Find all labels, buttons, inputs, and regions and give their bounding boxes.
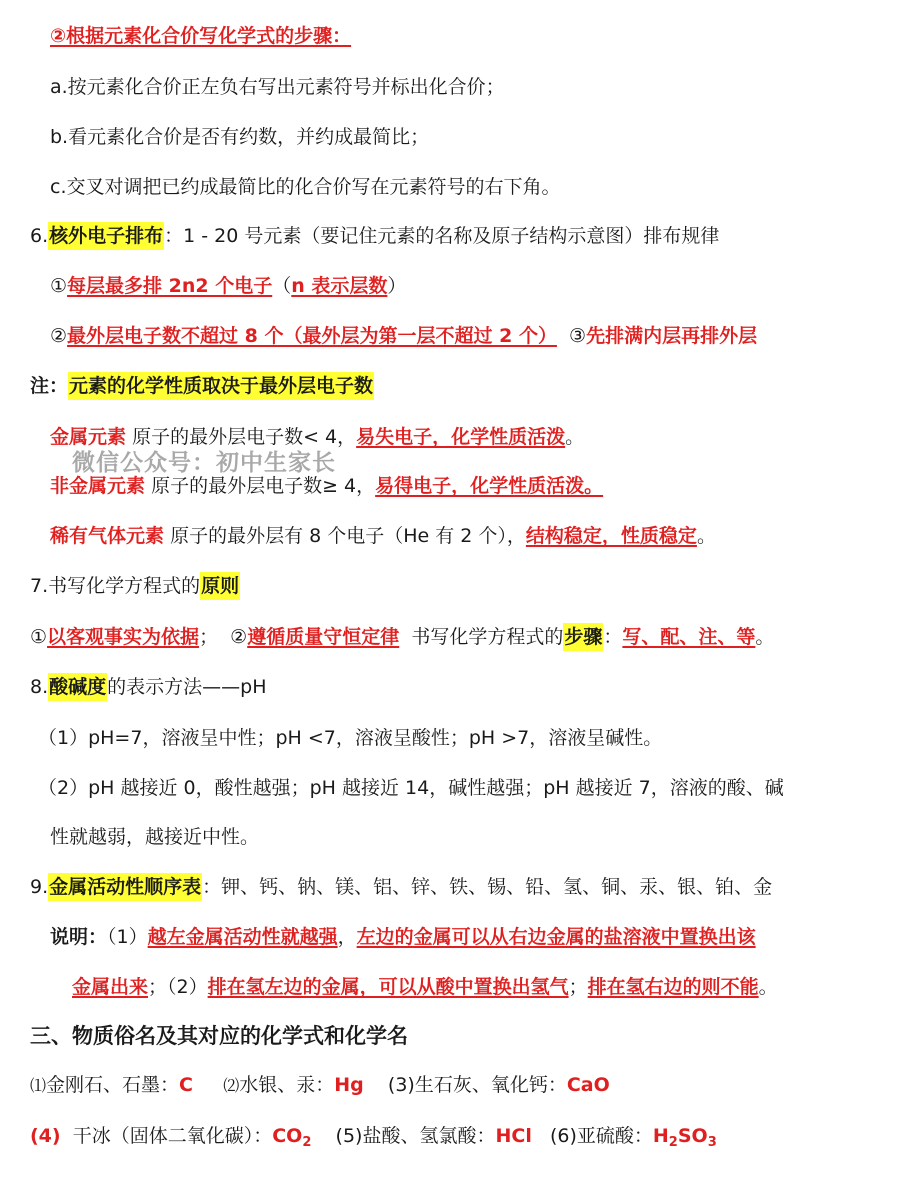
line-formula-steps-title xyxy=(50,22,351,50)
steps-list: 写、配、注、等 xyxy=(622,626,756,648)
rule-1-red-2: n 表示层数 xyxy=(291,275,388,297)
name-4-marker: (4) xyxy=(30,1125,61,1147)
rule-1-paren-close: ） xyxy=(387,275,407,297)
name-6-marker: (6) xyxy=(549,1125,577,1147)
ph-1-text: （1）pH=7，溶液呈中性；pH <7，溶液呈酸性；pH >7，溶液呈碱性。 xyxy=(38,727,663,749)
explanation-2-red-3: 排在氢右边的则不能 xyxy=(587,976,759,998)
line-rule-2-3 xyxy=(50,322,757,350)
name-6-text: 亚硫酸： xyxy=(576,1125,653,1147)
section-6-rest: ：1 - 20 号元素（要记住元素的名称及原子结构示意图）排布规律 xyxy=(164,225,720,247)
section-7-pre: 7.书写化学方程式的 xyxy=(30,575,201,597)
explanation-2-sep: ； xyxy=(568,976,588,998)
principle-1: 以客观事实为依据 xyxy=(47,626,200,648)
name-3-text: 生石灰、氧化钙： xyxy=(414,1074,567,1096)
formula-h2so3: $H_2SO_3$ xyxy=(652,1125,717,1150)
name-1-text: 金刚石、石墨： xyxy=(46,1074,180,1096)
line-names-2 xyxy=(30,1122,717,1150)
metal-desc: 原子的最外层电子数< 4， xyxy=(132,426,357,448)
step-b-text: b.看元素化合价是否有约数，并约成最简比； xyxy=(50,126,430,148)
name-4-text: 干冰（固体二氧化碳）： xyxy=(72,1125,273,1147)
section-9-highlight: 金属活动性顺序表 xyxy=(48,873,202,901)
principle-sep: ； xyxy=(199,626,219,648)
formula-co2: $CO_2$ xyxy=(272,1125,312,1150)
steps-colon: ： xyxy=(603,626,623,648)
line-section-9 xyxy=(30,873,772,901)
watermark: 微信公众号：初中生家长 xyxy=(72,450,336,476)
rule-2-red: 最外层电子数不超过 8 个（最外层为第一层不超过 2 个） xyxy=(67,325,557,347)
steps-pre: 书写化学方程式的 xyxy=(411,626,564,648)
ph-2-text: （2）pH 越接近 0，酸性越强；pH 越接近 14，碱性越强；pH 越接近 7，溶液的酸、碱 xyxy=(38,777,784,799)
line-section-7 xyxy=(30,572,240,600)
rule-1-marker: ① xyxy=(50,275,68,297)
rule-3-red: 先排满内层再排外层 xyxy=(586,325,758,347)
principle-2: 遵循质量守恒定律 xyxy=(247,626,400,648)
line-noble-gas xyxy=(50,522,716,550)
steps-highlight: 步骤 xyxy=(563,623,603,651)
note-highlight: 元素的化学性质取决于最外层电子数 xyxy=(68,372,374,400)
line-step-a xyxy=(50,73,505,101)
rule-1-paren-open: （ xyxy=(272,275,292,297)
rule-1-red: 每层最多排 2n2 个电子 xyxy=(67,275,273,297)
line-section-6 xyxy=(30,222,719,250)
line-ph-2-cont xyxy=(50,823,259,851)
name-2-text: 水银、汞： xyxy=(239,1074,335,1096)
nonmetal-label: 非金属元素 xyxy=(50,475,146,497)
noble-gas-label: 稀有气体元素 xyxy=(50,525,165,547)
note-prefix: 注： xyxy=(30,375,69,397)
line-rule-1 xyxy=(50,272,406,300)
line-nonmetal xyxy=(50,472,603,500)
explanation-1-sep: ， xyxy=(337,926,357,948)
principle-1-marker: ① xyxy=(30,626,48,648)
rule-3-marker: ③ xyxy=(569,325,587,347)
formula-cao: CaO xyxy=(566,1074,610,1096)
explanation-2-end: 。 xyxy=(758,976,778,998)
name-2-marker: ⑵ xyxy=(223,1076,240,1095)
line-step-c xyxy=(50,173,561,201)
nonmetal-desc: 原子的最外层电子数≥ 4， xyxy=(151,475,376,497)
line-ph-1 xyxy=(38,724,662,752)
formula-hcl: HCl xyxy=(495,1125,532,1147)
section-8-rest: 的表示方法——pH xyxy=(107,676,267,698)
section-8-highlight: 酸碱度 xyxy=(48,673,107,701)
line-explanation-1 xyxy=(50,923,756,951)
noble-gas-end: 。 xyxy=(696,525,716,547)
name-1-marker: ⑴ xyxy=(30,1076,47,1095)
formula-hg: Hg xyxy=(334,1074,364,1096)
step-c-text: c.交叉对调把已约成最简比的化合价写在元素符号的右下角。 xyxy=(50,176,561,198)
section-7-highlight: 原则 xyxy=(200,572,240,600)
metal-label: 金属元素 xyxy=(50,426,127,448)
section-3-heading: 三、物质俗名及其对应的化学式和化学名 xyxy=(30,1024,408,1048)
explanation-1-marker: （1） xyxy=(107,926,148,948)
principle-2-marker: ② xyxy=(230,626,248,648)
metal-end: 。 xyxy=(565,426,585,448)
line-step-b xyxy=(50,123,429,151)
explanation-1-red-2: 左边的金属可以从右边金属的盐溶液中置换出该 xyxy=(356,926,756,948)
name-3-marker: (3) xyxy=(387,1074,415,1096)
rule-2-marker: ② xyxy=(50,325,68,347)
explanation-2-red-2: 排在氢左边的金属，可以从酸中置换出氢气 xyxy=(207,976,569,998)
nonmetal-property: 易得电子，化学性质活泼。 xyxy=(375,475,604,497)
step-a-text: a.按元素化合价正左负右写出元素符号并标出化合价； xyxy=(50,76,505,98)
explanation-prefix: 说明： xyxy=(50,926,108,948)
section-6-number: 6. xyxy=(30,225,49,247)
line-principles xyxy=(30,623,774,651)
name-5-text: 盐酸、氢氯酸： xyxy=(362,1125,496,1147)
metal-property: 易失电子，化学性质活泼 xyxy=(356,426,566,448)
explanation-1-red: 越左金属活动性就越强 xyxy=(147,926,338,948)
line-ph-2 xyxy=(38,774,784,802)
section-6-highlight: 核外电子排布 xyxy=(48,222,164,250)
line-note xyxy=(30,372,374,400)
explanation-2-red: 金属出来 xyxy=(72,976,149,998)
line-section-8 xyxy=(30,673,267,701)
steps-end: 。 xyxy=(755,626,775,648)
explanation-2-marker: ；（2） xyxy=(148,976,208,998)
noble-gas-property: 结构稳定，性质稳定 xyxy=(525,525,697,547)
section-9-number: 9. xyxy=(30,876,49,898)
line-explanation-2 xyxy=(72,973,778,1001)
formula-steps-title: ②根据元素化合价写化学式的步骤： xyxy=(50,25,352,47)
name-5-marker: (5) xyxy=(335,1125,363,1147)
noble-gas-desc: 原子的最外层有 8 个电子（He 有 2 个）， xyxy=(170,525,526,547)
formula-c: C xyxy=(179,1074,193,1096)
section-8-number: 8. xyxy=(30,676,49,698)
section-9-rest: ：钾、钙、钠、镁、铝、锌、铁、锡、铅、氢、铜、汞、银、铂、金 xyxy=(202,876,773,898)
ph-2-cont-text: 性就越弱，越接近中性。 xyxy=(50,826,260,848)
line-names-1 xyxy=(30,1071,610,1100)
